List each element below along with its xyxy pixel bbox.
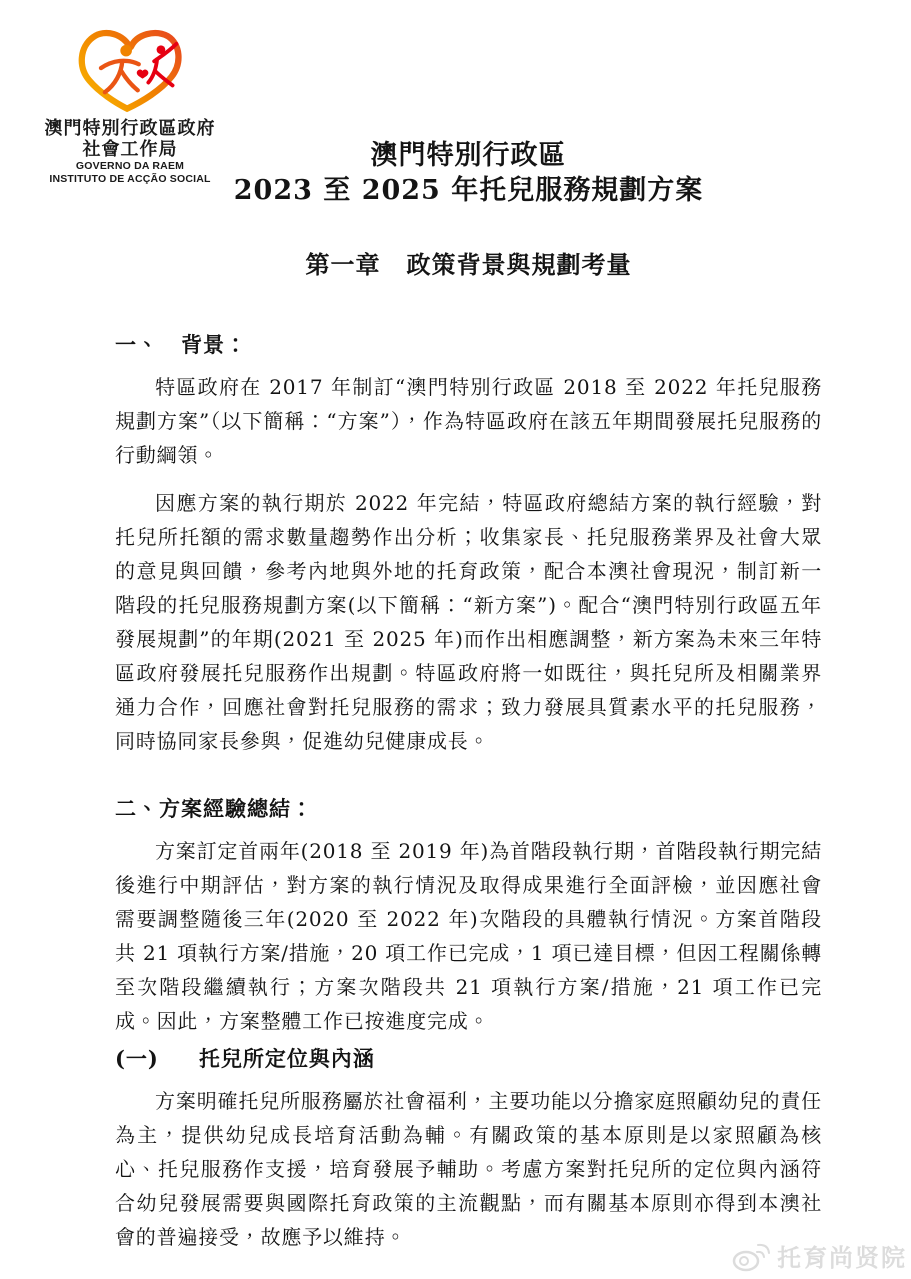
section-1-heading: 一、 背景： [115,332,247,357]
issuer-name-zh: 澳門特別行政區政府 [44,118,216,138]
section-2-heading: 二、方案經驗總結： [115,796,313,821]
subsection-1-heading [115,1046,822,1072]
section-1-paragraph-2: 因應方案的執行期於 2022 年完結，特區政府總結方案的執行經驗，對托兒所托額的需求數量趨勢作出分析；收集家長、托兒服務業界及社會大眾的意見與回饋，參考內地與外地的托育政策，配合本澳社會現況，制訂新一階段的托兒服務規劃方案(以下簡稱：“新方案”)。配合“澳門特別行政區五年發展規劃”的年期(2021 至 2025 年)而作出相應調整，新方案為未來三年特區政府發展托兒服務作出規劃。特區政府將一如既往，與托兒所及相關業界通力合作，回應社會對托兒服務的需求；致力發展具質素水平的托兒服務，同時協同家長參與，促進幼兒健康成長。 [115,491,822,753]
issuer-bureau-zh: 社會工作局 [82,139,178,159]
weibo-icon [731,1240,771,1272]
document-title [115,138,822,208]
subsection-1-title: 托兒所定位與內涵 [198,1046,375,1071]
section-2-paragraph-1: 方案訂定首兩年(2018 至 2019 年)為首階段執行期，首階段執行期完結後進行中期評估，對方案的執行情況及取得成果進行全面評檢，並因應社會需要調整隨後三年(2020 至 2022 年)次階段的具體執行情況。方案首階段共 21 項執行方案/措施，20 項工作已完成，1 項已達目標，但因工程關係轉至次階段繼續執行；方案次階段共 21 項執行方案/措施，21 項工作已完成。因此，方案整體工作已按進度完成。 [115,839,822,1033]
chapter-number: 第一章 [305,250,381,279]
issuer-bureau-pt: INSTITUTO DE ACÇÃO SOCIAL [49,172,211,185]
document-title-line2: 2023 至 2025 年托兒服務規劃方案 [233,175,704,206]
chapter-title: 政策背景與規劃考量 [406,250,632,279]
section-1-paragraph-1: 特區政府在 2017 年制訂“澳門特別行政區 2018 至 2022 年托兒服務規劃方案”（以下簡稱：“方案”），作為特區政府在該五年期間發展托兒服務的行動綱領。 [115,375,822,467]
document-title-line1: 澳門特別行政區 [370,140,567,171]
chapter-heading [115,250,822,280]
weibo-watermark-text: 托育尚贤院 [777,1245,907,1272]
subsection-1-number: (一) [115,1046,159,1071]
issuer-name-pt: GOVERNO DA RAEM [75,160,185,172]
subsection-1-paragraph-1: 方案明確托兒所服務屬於社會福利，主要功能以分擔家庭照顧幼兒的責任為主，提供幼兒成長培育活動為輔。有關政策的基本原則是以家照顧為核心、托兒服務作支援，培育發展予輔助。考慮方案對托兒所的定位與內涵符合幼兒發展需要與國際托育政策的主流觀點，而有關基本原則亦得到本澳社會的普遍接受，故應予以維持。 [115,1089,822,1249]
weibo-watermark [731,1238,907,1273]
